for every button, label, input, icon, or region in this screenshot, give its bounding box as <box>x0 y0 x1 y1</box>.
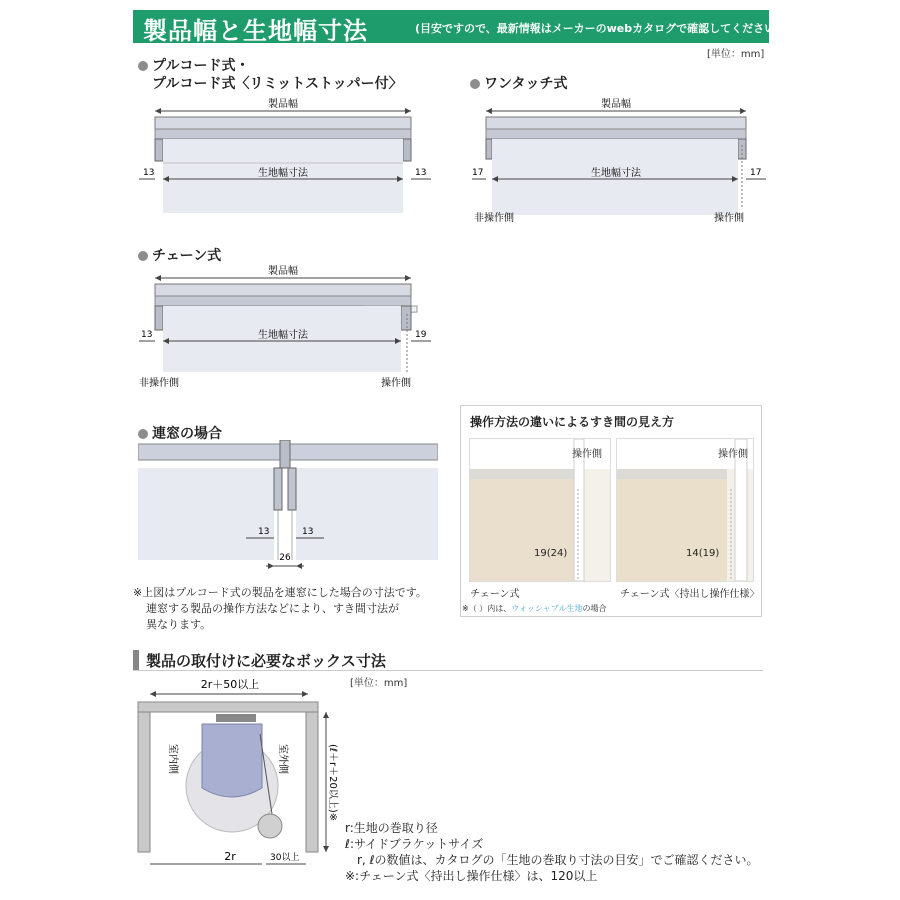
pullcord-heading-sub: プルコード式〈リミットストッパー付〉 <box>152 76 403 92</box>
unit-label: [単位：mm] <box>707 49 765 60</box>
pullcord-heading: プルコード式・ <box>138 55 249 75</box>
onetouch-fabric-width: 生地幅寸法 <box>591 168 641 179</box>
pullcord-fabric-width: 生地幅寸法 <box>258 168 308 179</box>
box-top-dim: 2r＋50以上 <box>200 678 260 691</box>
box-unit: [単位：mm] <box>350 678 408 689</box>
photo-left-caption: チェーン式 <box>470 589 520 600</box>
multi-gap-dim: 26 <box>279 553 291 563</box>
box-bottom-right-dim: 30以上 <box>270 853 300 863</box>
chain-left-dim: 13 <box>141 330 153 340</box>
multi-note-3: 異なります。 <box>146 618 212 631</box>
chain-heading: チェーン式 <box>138 245 221 265</box>
bullet-icon <box>138 251 148 261</box>
onetouch-operating: 操作側 <box>714 213 744 224</box>
chain-diagram <box>135 262 435 392</box>
box-note-chain: ※:チェーン式〈持出し操作仕様〉は、120以上 <box>345 869 598 883</box>
pullcord-product-width: 製品幅 <box>268 99 298 110</box>
onetouch-right-dim: 17 <box>750 168 762 178</box>
chain-product-width: 製品幅 <box>268 266 298 277</box>
photo-right-top-label: 操作側 <box>718 449 748 460</box>
photo-left-top-label: 操作側 <box>572 449 602 460</box>
multi-note-1: ※上図はプルコード式の製品を連窓にした場合の寸法です。 <box>133 586 427 599</box>
multi-window-diagram <box>138 440 438 575</box>
chain-non-operating: 非操作側 <box>139 378 179 389</box>
chain-operating: 操作側 <box>381 378 411 389</box>
multi-note-2: 連窓する製品の操作方法などにより、すき間寸法が <box>146 602 399 615</box>
box-section-title: 製品の取付けに必要なボックス寸法 <box>146 652 386 670</box>
bullet-icon <box>138 429 148 439</box>
page-title: 製品幅と生地幅寸法 <box>143 17 368 45</box>
onetouch-diagram <box>470 95 770 230</box>
photo-left-dim: 19(24) <box>534 548 568 559</box>
multi-left-dim: 13 <box>258 527 270 537</box>
box-note-l: ℓ:サイドブラケットサイズ <box>345 837 484 851</box>
pullcord-diagram <box>135 95 435 220</box>
box-height-dim: (ℓ＋r＋20以上)※ <box>327 744 338 822</box>
box-indoor-label: 室内側 <box>167 744 178 774</box>
onetouch-product-width: 製品幅 <box>601 99 631 110</box>
pullcord-right-dim: 13 <box>415 168 427 178</box>
onetouch-left-dim: 17 <box>472 168 484 178</box>
photo-footnote: ※（ ）内は、ウォッシャブル生地の場合 <box>462 604 607 613</box>
multi-window-heading: 連窓の場合 <box>138 423 222 443</box>
section-marker <box>133 650 139 670</box>
onetouch-heading: ワンタッチ式 <box>470 73 567 93</box>
box-dimension-diagram <box>130 674 350 874</box>
chain-right-dim: 19 <box>415 330 427 340</box>
bullet-icon <box>138 61 148 71</box>
chain-fabric-width: 生地幅寸法 <box>258 330 308 341</box>
onetouch-non-operating: 非操作側 <box>474 213 514 224</box>
photo-right-caption: チェーン式〈持出し操作仕様〉 <box>620 589 760 600</box>
banner-note: (目安ですので、最新情報はメーカーのwebカタログで確認してください) <box>415 22 781 35</box>
pullcord-left-dim: 13 <box>143 168 155 178</box>
photo-right-dim: 14(19) <box>686 548 720 559</box>
photo-panel-title: 操作方法の違いによるすき間の見え方 <box>470 415 675 429</box>
bullet-icon <box>470 79 480 89</box>
multi-right-dim: 13 <box>302 527 314 537</box>
box-note-rl: r, ℓの数値は、カタログの「生地の巻取り寸法の目安」でご確認ください。 <box>357 853 759 867</box>
box-note-r: r:生地の巻取り径 <box>345 821 438 835</box>
box-bottom-dim: 2r <box>224 850 236 863</box>
box-outdoor-label: 室外側 <box>277 744 288 774</box>
